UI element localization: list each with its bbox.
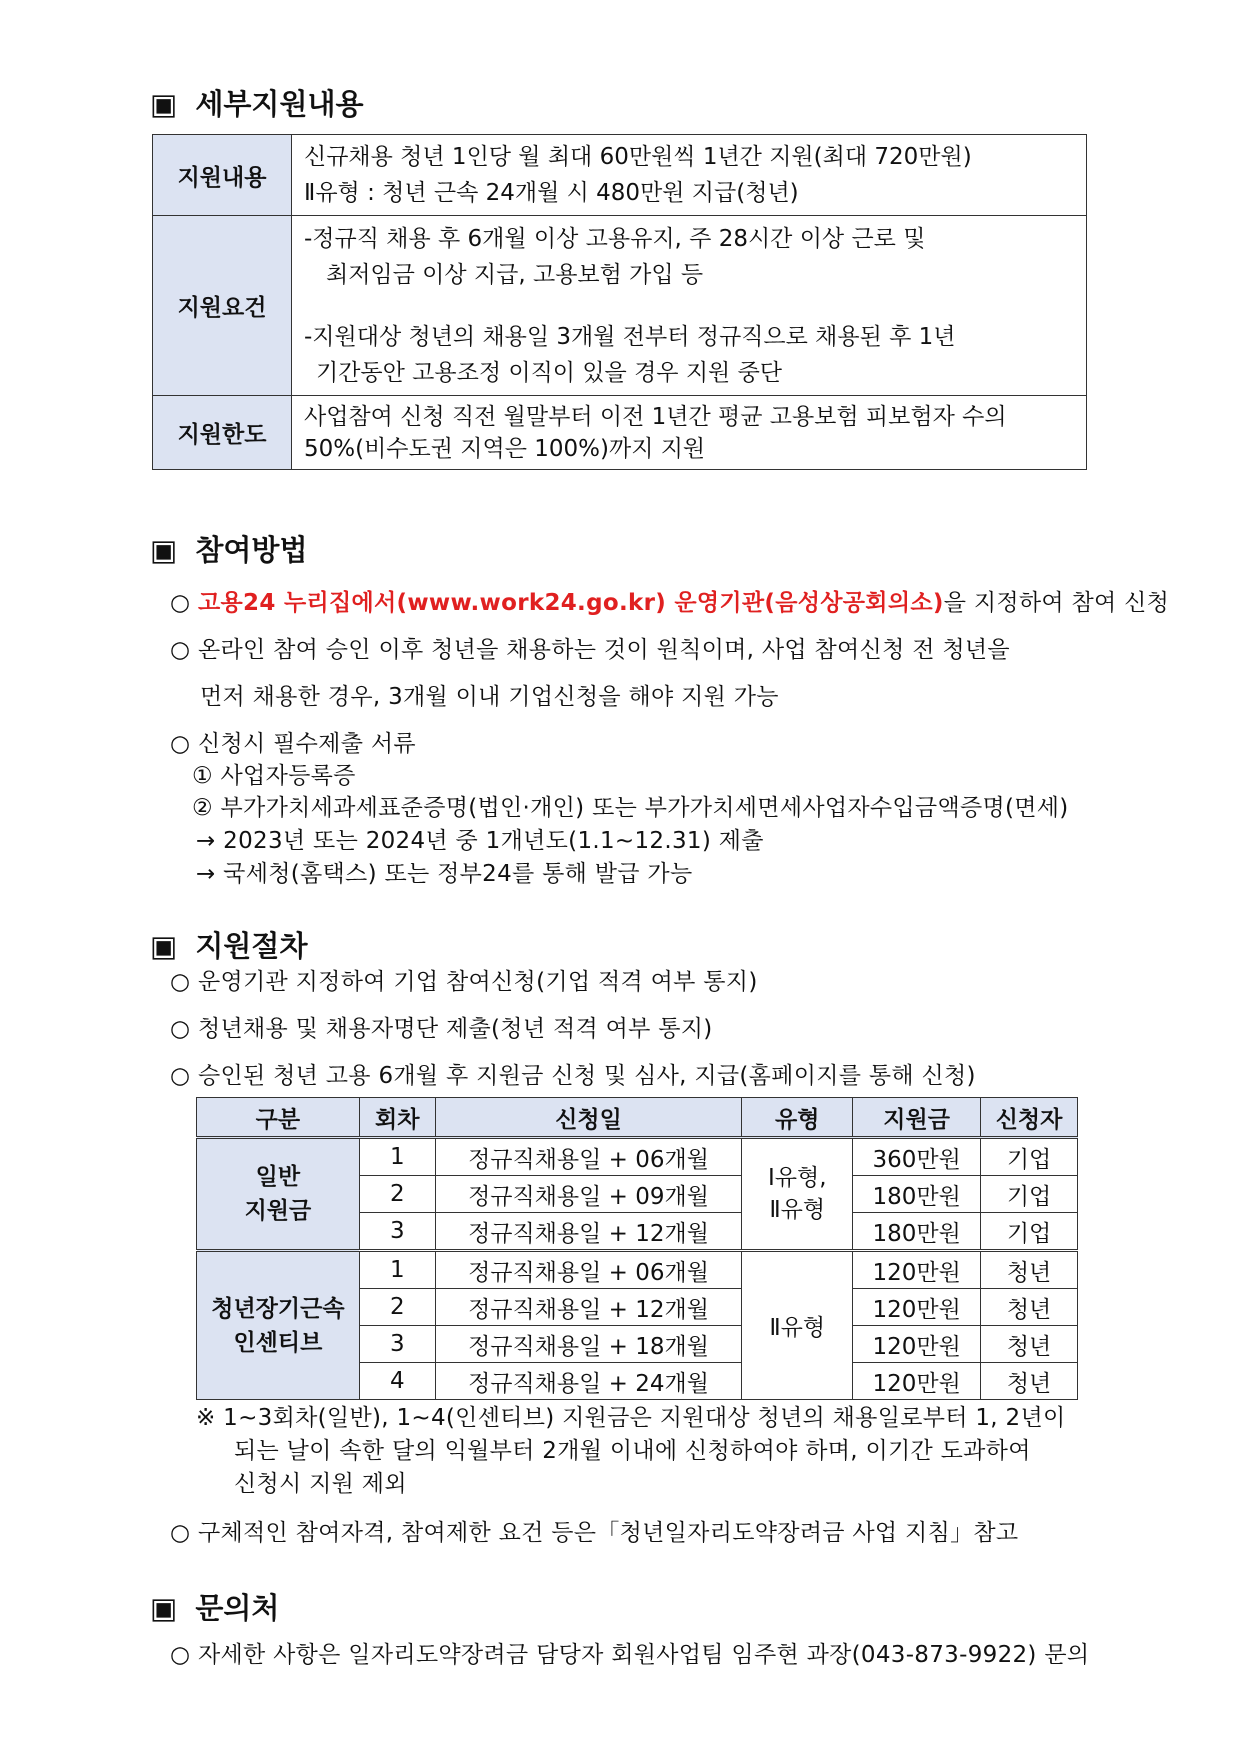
detail-body: -정규직 채용 후 6개월 이상 고용유지, 주 28시간 이상 근로 및 최저임금 이상 지급, 고용보험 가입 등 -지원대상 청년의 채용일 3개월 전부터 정규직으로 채용된 후 1년 기간동안 고용조정 이직이 있을 경우 지원 중단 [292,216,1087,396]
detail-row [153,396,1087,470]
col-header: 회차 [359,1098,435,1138]
method-bullet-1: ○ 고용24 누리집에서(www.work24.go.kr) 운영기관(음성상공회의소)을 지정하여 참여 신청 [170,590,1170,616]
detail-label: 지원요건 [153,216,292,396]
detail-label: 지원내용 [153,135,292,216]
detail-label: 지원한도 [153,396,292,470]
doc-note-1: → 2023년 또는 2024년 중 1개년도(1.1~12.31) 제출 [196,828,764,854]
detail-row [153,216,1087,396]
procedure-step-2: ○ 청년채용 및 채용자명단 제출(청년 적격 여부 통지) [170,1016,713,1042]
section-heading-contact: ▣ 문의처 [150,1591,280,1625]
heading-marker-icon: ▣ [150,533,178,567]
table-row: 4 정규직채용일 + 24개월 120만원 청년 [197,1363,1078,1400]
site-highlight: 고용24 누리집에서(www.work24.go.kr) 운영기관(음성상공회의소) [198,590,944,616]
detail-table [152,134,1087,470]
table-row: 3 정규직채용일 + 18개월 120만원 청년 [197,1326,1078,1363]
table-row: 청년장기근속 인센티브 1 정규직채용일 + 06개월 Ⅱ유형 120만원 청년 [197,1251,1078,1289]
section-heading-procedure: ▣ 지원절차 [150,929,308,963]
heading-marker-icon: ▣ [150,929,178,963]
method-bullet-3: ○ 신청시 필수제출 서류 [170,731,416,757]
group-label-incentive: 청년장기근속 인센티브 [197,1251,360,1400]
heading-marker-icon: ▣ [150,87,178,121]
schedule-header-row [197,1098,1078,1138]
section-heading-method: ▣ 참여방법 [150,533,308,567]
table-row: 3 정규직채용일 + 12개월 180만원 기업 [197,1213,1078,1251]
schedule-table [196,1097,1078,1400]
procedure-step-1: ○ 운영기관 지정하여 기업 참여신청(기업 적격 여부 통지) [170,969,758,995]
table-row: 2 정규직채용일 + 12개월 120만원 청년 [197,1289,1078,1326]
method-bullet-2-cont: 먼저 채용한 경우, 3개월 이내 기업신청을 해야 지원 가능 [200,684,779,710]
procedure-step-3: ○ 승인된 청년 고용 6개월 후 지원금 신청 및 심사, 지급(홈페이지를 통해 신청) [170,1063,976,1089]
col-header: 구분 [197,1098,360,1138]
detail-row [153,135,1087,216]
detail-body: 사업참여 신청 직전 월말부터 이전 1년간 평균 고용보험 피보험자 수의 50%(비수도권 지역은 100%)까지 지원 [292,396,1087,470]
table-row: 2 정규직채용일 + 09개월 180만원 기업 [197,1176,1078,1213]
detail-body: 신규채용 청년 1인당 월 최대 60만원씩 1년간 지원(최대 720만원) Ⅱ유형 : 청년 근속 24개월 시 480만원 지급(청년) [292,135,1087,216]
doc-note-2: → 국세청(홈택스) 또는 정부24를 통해 발급 가능 [196,861,693,887]
col-header: 유형 [742,1098,853,1138]
type-cell-incentive: Ⅱ유형 [742,1251,853,1400]
heading-marker-icon: ▣ [150,1591,178,1625]
note-line-3: 신청시 지원 제외 [234,1471,407,1497]
col-header: 신청일 [435,1098,742,1138]
reference-line: ○ 구체적인 참여자격, 참여제한 요건 등은「청년일자리도약장려금 사업 지침」참고 [170,1520,1019,1546]
contact-line: ○ 자세한 사항은 일자리도약장려금 담당자 회원사업팀 임주현 과장(043-873-9922) 문의 [170,1642,1090,1668]
note-line-1: ※ 1~3회차(일반), 1~4(인센티브) 지원금은 지원대상 청년의 채용일로부터 1, 2년이 [196,1405,1066,1431]
col-header: 지원금 [853,1098,981,1138]
required-doc-1: ① 사업자등록증 [192,763,356,789]
note-line-2: 되는 날이 속한 달의 익월부터 2개월 이내에 신청하여야 하며, 이기간 도과하여 [234,1438,1031,1464]
required-doc-2: ② 부가가치세과세표준증명(법인·개인) 또는 부가가치세면세사업자수입금액증명(면세) [192,795,1069,821]
method-bullet-2: ○ 온라인 참여 승인 이후 청년을 채용하는 것이 원칙이며, 사업 참여신청 전 청년을 [170,637,1010,663]
col-header: 신청자 [981,1098,1078,1138]
group-label-general: 일반 지원금 [197,1138,360,1251]
table-row: 일반 지원금 1 정규직채용일 + 06개월 Ⅰ유형, Ⅱ유형 360만원 기업 [197,1138,1078,1176]
section-heading-detail: ▣ 세부지원내용 [150,87,364,121]
bullet-circle-icon: ○ [170,590,191,616]
type-cell-general: Ⅰ유형, Ⅱ유형 [742,1138,853,1251]
